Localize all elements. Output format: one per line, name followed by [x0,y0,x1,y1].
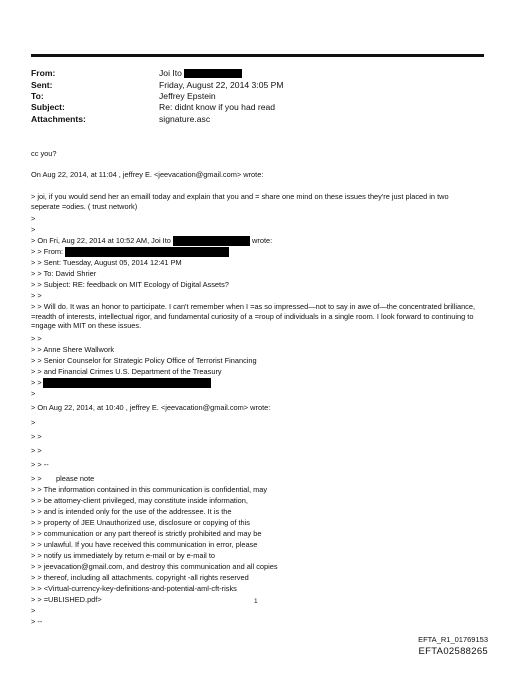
body-line: > > please note [31,474,95,483]
body-line: > > and Financial Crimes U.S. Department of the Treasury [31,367,222,376]
body-line: > On Aug 22, 2014, at 10:40 , jeffrey E. <jeevacation@gmail.com> wrote: [31,403,271,412]
body-line [31,247,229,257]
body-line: > [31,389,36,398]
body-line: > > [31,432,42,441]
sent-label: Sent: [31,80,53,90]
from-name: Joi Ito [159,68,182,78]
from-label: From: [31,68,56,78]
sent-value: Friday, August 22, 2014 3:05 PM [159,80,284,90]
header-rule [31,54,484,57]
quote-date-line: > On Fri, Aug 22, 2014 at 10:52 AM, Joi Ito [31,236,171,245]
wrote-text: wrote: [252,236,273,245]
body-line: > > and is intended only for the use of the addressee. It is the [31,507,232,516]
body-line: cc you? [31,149,57,158]
bates-number-primary: EFTA_R1_01769153 [418,635,488,644]
body-line: > > Sent: Tuesday, August 05, 2014 12:41 PM [31,258,182,267]
body-line: > > =UBLISHED.pdf> [31,595,102,604]
to-label: To: [31,91,44,101]
page-number: 1 [254,598,258,605]
body-line [31,378,211,388]
body-line: > [31,418,36,427]
body-line: > > -- [31,460,49,469]
body-paragraph: > joi, if you would send her an emaill today and explain that you and = share one mind on these issues they're just placed in two seperate =odies. ( trust network) [31,192,449,211]
body-line: > > [31,291,42,300]
from-value [159,68,242,79]
bates-number-secondary: EFTA02588265 [418,646,488,657]
body-line: > > Subject: RE: feedback on MIT Ecology of Digital Assets? [31,280,229,289]
redaction-box [43,378,211,388]
body-line: > > communication or any part thereof is strictly prohibited and may be [31,529,262,538]
body-line: > > notify us immediately by return e-mail or by e-mail to [31,551,216,560]
body-line: > [31,214,36,223]
body-line: > > To: David Shrier [31,269,97,278]
body-line: > > Anne Shere Wallwork [31,345,115,354]
body-line [31,236,272,246]
body-line: > > unlawful. If you have received this communication in error, please [31,540,258,549]
from-quote: > > From: [31,247,64,256]
quote-marker: > > [31,378,42,387]
redaction-box [65,247,229,257]
attachments-label: Attachments: [31,114,86,124]
body-line: > > [31,446,42,455]
body-line: On Aug 22, 2014, at 11:04 , jeffrey E. <jeevacation@gmail.com> wrote: [31,170,264,179]
redaction-box [173,236,250,246]
body-paragraph: > > Will do. It was an honor to participate. I can't remember when I =as so impressed—not to say in awe of—the concentrated brilliance, =readth of interests, intellectual rigor, and fundamental curiosity of a =roup of individuals in a single room. I look forward to continuing to =ngage with MIT on these issues. [31,302,476,330]
subject-label: Subject: [31,102,65,112]
body-line: > > The information contained in this communication is confidential, may [31,485,268,494]
attachments-value: signature.asc [159,114,211,124]
body-line: > > be attorney-client privileged, may constitute inside information, [31,496,248,505]
body-line: > > property of JEE Unauthorized use, disclosure or copying of this [31,518,250,527]
body-line: > > jeevacation@gmail.com, and destroy this communication and all copies [31,562,278,571]
body-line: > [31,606,36,615]
body-line: > > <Virtual-currency-key-definitions-and-potential-aml-cft-risks [31,584,237,593]
to-value: Jeffrey Epstein [159,91,216,101]
subject-value: Re: didnt know if you had read [159,102,276,112]
body-line: > -- [31,617,43,626]
body-line: > [31,225,36,234]
body-line: > > [31,334,42,343]
body-line: > > thereof, including all attachments. copyright -all rights reserved [31,573,249,582]
redaction-box [184,69,242,78]
body-line: > > Senior Counselor for Strategic Policy Office of Terrorist Financing [31,356,257,365]
